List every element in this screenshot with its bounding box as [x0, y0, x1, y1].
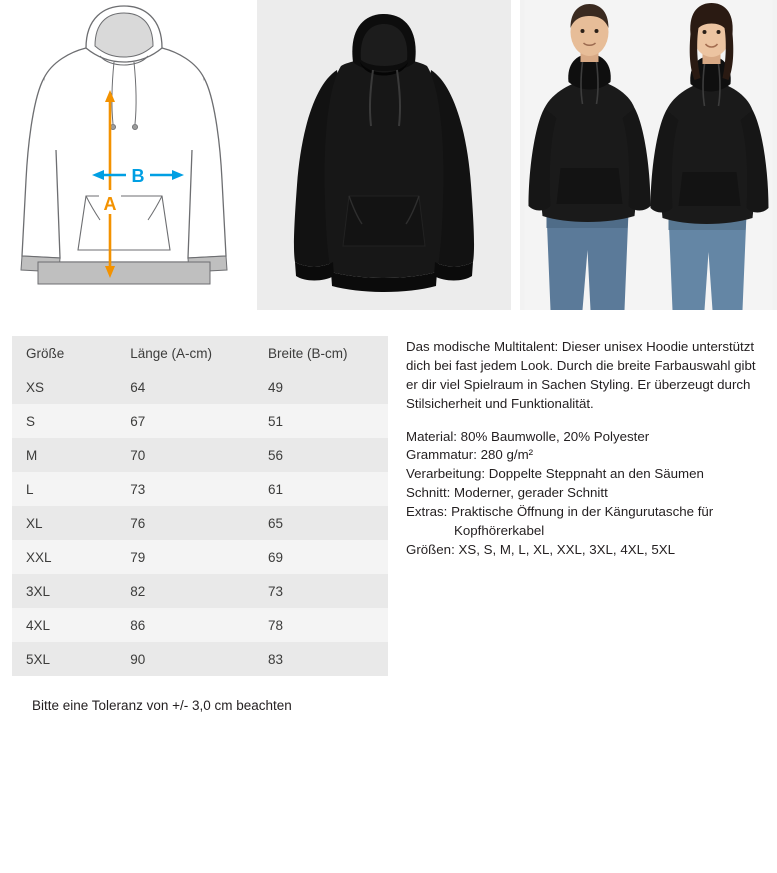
- cell-length: 70: [130, 447, 146, 463]
- product-photo-panel: [257, 0, 511, 310]
- table-header-row: [12, 336, 388, 370]
- models-wearing-hoodies-photo: [520, 0, 777, 310]
- size-table: [12, 336, 388, 676]
- cell-width: 49: [267, 379, 283, 395]
- product-image-row: [0, 0, 777, 310]
- paragraph-spacer: [406, 414, 765, 428]
- technical-drawing-panel: [0, 0, 248, 310]
- description-intro: Das modische Multitalent: Dieser unisex Hoodie unterstützt dich bei fast jedem Look. Durch die breite Farbauswahl gibt er dir viel Spielraum in Sachen Styling. Er überzeugt durch Stilsicherheit und Funktionalität.: [406, 339, 756, 411]
- cell-size: 5XL: [26, 651, 51, 667]
- spec-extras: Extras: Praktische Öffnung in der Kängurutasche für: [406, 504, 714, 519]
- cell-width: 73: [267, 583, 283, 599]
- product-description: [406, 336, 765, 713]
- cell-size: L: [26, 481, 34, 497]
- table-row: [12, 574, 388, 608]
- size-table-container: [12, 336, 388, 713]
- cell-length: 79: [130, 549, 146, 565]
- cell-length: 76: [130, 515, 146, 531]
- cell-size: XS: [26, 379, 45, 395]
- table-row: [12, 404, 388, 438]
- cell-length: 90: [130, 651, 146, 667]
- cell-length: 67: [130, 413, 146, 429]
- table-row: [12, 438, 388, 472]
- table-row: [12, 506, 388, 540]
- details-section: [0, 310, 777, 713]
- cell-width: 83: [267, 651, 283, 667]
- table-row: [12, 540, 388, 574]
- cell-size: M: [26, 447, 38, 463]
- model-photo-panel: [520, 0, 777, 310]
- cell-width: 69: [267, 549, 283, 565]
- spec-grammatur: Grammatur: 280 g/m²: [406, 447, 534, 463]
- size-table-head: [12, 336, 388, 370]
- cell-size: XXL: [26, 549, 52, 565]
- cell-size: 4XL: [26, 617, 51, 633]
- table-row: [12, 472, 388, 506]
- cell-length: 64: [130, 379, 146, 395]
- column-header-size: Größe: [26, 345, 65, 361]
- black-hoodie-photo: [257, 0, 511, 310]
- spec-extras-continued: Kopfhörerkabel: [454, 522, 545, 538]
- size-table-body: [12, 370, 388, 676]
- cell-width: 56: [267, 447, 283, 463]
- cell-width: 65: [267, 515, 283, 531]
- svg-text:B: B: [131, 166, 145, 186]
- column-header-length: Länge (A-cm): [130, 345, 212, 361]
- tolerance-note: Bitte eine Toleranz von +/- 3,0 cm beachten: [32, 698, 292, 713]
- spec-sizes: Größen: XS, S, M, L, XL, XXL, 3XL, 4XL, 5XL: [406, 541, 676, 557]
- cell-width: 78: [267, 617, 283, 633]
- spec-schnitt: Schnitt: Moderner, gerader Schnitt: [406, 485, 608, 501]
- spec-verarbeitung: Verarbeitung: Doppelte Steppnaht an den Säumen: [406, 466, 704, 482]
- cell-size: S: [26, 413, 36, 429]
- table-row: [12, 370, 388, 404]
- hoodie-technical-drawing-icon: [0, 0, 248, 310]
- spec-material: Material: 80% Baumwolle, 20% Polyester: [406, 428, 650, 444]
- table-row: [12, 642, 388, 676]
- cell-length: 82: [130, 583, 146, 599]
- cell-size: XL: [26, 515, 43, 531]
- table-row: [12, 608, 388, 642]
- cell-length: 86: [130, 617, 146, 633]
- cell-size: 3XL: [26, 583, 51, 599]
- cell-length: 73: [130, 481, 146, 497]
- cell-width: 51: [267, 413, 283, 429]
- cell-width: 61: [267, 481, 283, 497]
- svg-text:A: A: [103, 194, 117, 214]
- column-header-width: Breite (B-cm): [267, 345, 348, 361]
